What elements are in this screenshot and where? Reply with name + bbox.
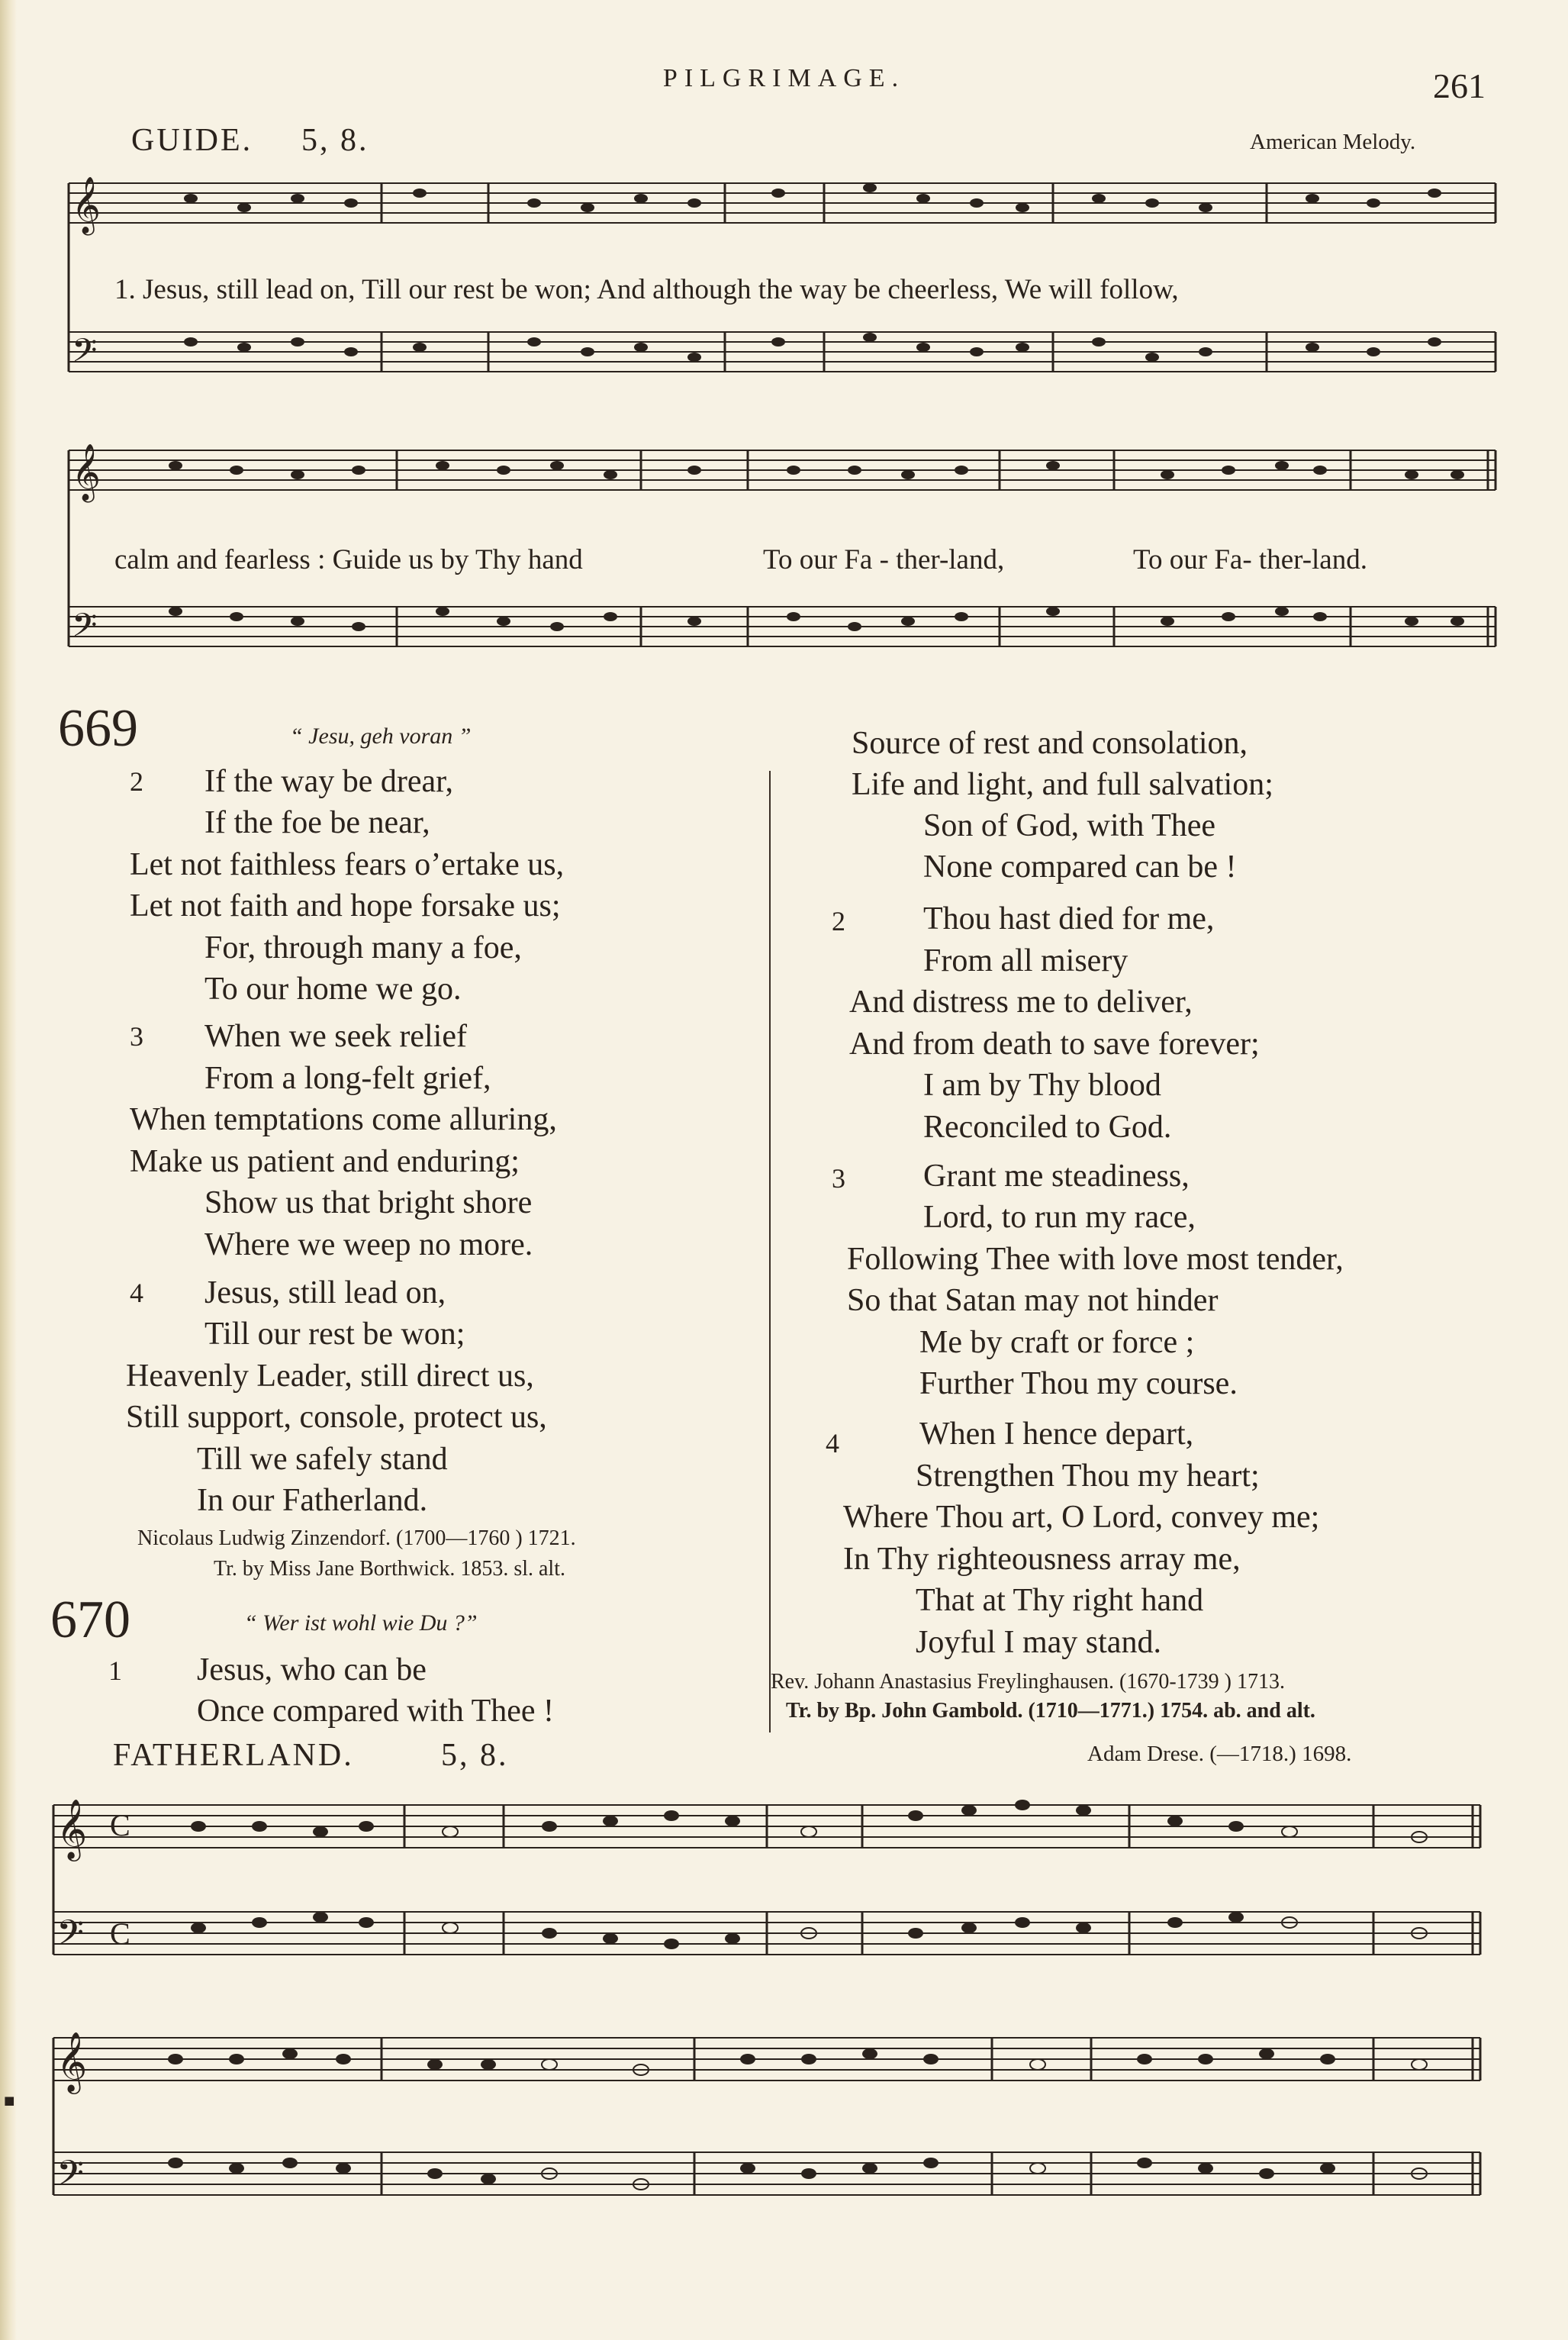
verse-line: Till our rest be won; (204, 1317, 465, 1352)
music-system-fatherland-1 (46, 1782, 1496, 2011)
treble-clef-icon: 𝄞 (56, 2032, 88, 2090)
note-heads (184, 183, 1441, 362)
bass-clef-icon: 𝄢 (56, 1914, 85, 1961)
verse-line: If the foe be near, (204, 805, 430, 840)
verse-line: None compared can be ! (923, 849, 1237, 885)
hymn-669-translator-credit: Tr. by Miss Jane Borthwick. 1853. sl. alt. (214, 1557, 565, 1581)
hymn-number-669: 669 (58, 699, 138, 758)
verse-line: Grant me steadiness, (923, 1159, 1190, 1194)
verse-line: Source of rest and consolation, (852, 726, 1248, 761)
verse-line: When we seek relief (204, 1019, 467, 1054)
verse-line: And from death to save forever; (849, 1027, 1260, 1062)
music-system-fatherland-2 (46, 2015, 1496, 2251)
verse-line: Make us patient and enduring; (130, 1144, 520, 1179)
stanza-number: 3 (130, 1021, 143, 1052)
verse-line: I am by Thy blood (923, 1068, 1161, 1103)
verse-line: Let not faith and hope forsake us; (130, 888, 561, 923)
lyric-guide-line-2c: To our Fa- ther-land. (1133, 544, 1367, 575)
bass-clef-icon: 𝄢 (72, 608, 98, 652)
verse-line: Following Thee with love most tender, (847, 1242, 1344, 1277)
verse-line: Still support, console, protect us, (126, 1400, 547, 1435)
verse-line: Lord, to run my race, (923, 1200, 1196, 1235)
verse-line: Where Thou art, O Lord, convey me; (843, 1500, 1320, 1535)
verse-line: Once compared with Thee ! (197, 1694, 555, 1729)
treble-clef-icon: 𝄞 (56, 1800, 88, 1858)
hymn-670-author-credit: Rev. Johann Anastasius Freylinghausen. (1670-1739 ) 1713. (771, 1670, 1285, 1694)
verse-line: When temptations come alluring, (130, 1102, 557, 1137)
hymn-number-670: 670 (50, 1591, 130, 1649)
stanza-number: 3 (832, 1163, 845, 1194)
verse-line: Let not faithless fears o’ertake us, (130, 847, 565, 882)
tune-meter-fatherland: 5, 8. (441, 1738, 509, 1773)
verse-line: Show us that bright shore (204, 1185, 533, 1220)
tune-composer-guide: American Melody. (1250, 130, 1416, 154)
verse-line: Heavenly Leader, still direct us, (126, 1359, 534, 1394)
verse-line: When I hence depart, (919, 1417, 1194, 1452)
stanza-number: 1 (108, 1655, 122, 1686)
treble-clef-icon: 𝄞 (72, 445, 101, 499)
tune-meter-guide: 5, 8. (301, 123, 369, 158)
verse-line: In our Fatherland. (197, 1483, 428, 1518)
bass-clef-icon: 𝄢 (72, 334, 98, 377)
verse-line: Life and light, and full salvation; (852, 767, 1273, 802)
verse-line: To our home we go. (204, 972, 462, 1007)
verse-line: From a long-felt grief, (204, 1061, 491, 1096)
page-number: 261 (1433, 66, 1486, 105)
verse-line: If the way be drear, (204, 764, 453, 799)
verse-line: In Thy righteousness array me, (843, 1542, 1241, 1577)
verse-line: Reconciled to God. (923, 1110, 1172, 1145)
verse-line: Where we weep no more. (204, 1227, 533, 1262)
verse-line: For, through many a foe, (204, 930, 522, 965)
hymn-669-author-credit: Nicolaus Ludwig Zinzendorf. (1700—1760 ) 1721. (137, 1526, 576, 1550)
tune-name-guide: GUIDE. (131, 123, 253, 158)
stanza-number: 4 (826, 1428, 839, 1458)
treble-clef-icon: 𝄞 (72, 178, 101, 232)
tune-name-fatherland: FATHERLAND. (113, 1738, 354, 1773)
verse-line: Further Thou my course. (919, 1366, 1238, 1401)
column-divider (769, 771, 771, 1732)
hymn-669-first-line-original: “ Jesu, geh voran ” (290, 724, 472, 749)
lyric-guide-line-2a: calm and fearless : Guide us by Thy hand (114, 544, 583, 575)
note-heads (191, 1800, 1427, 1949)
stanza-number: 4 (130, 1278, 143, 1308)
verse-line: Jesus, who can be (197, 1652, 427, 1687)
verse-line: So that Satan may not hinder (847, 1283, 1219, 1318)
bass-clef-icon: 𝄢 (56, 2155, 85, 2202)
common-time-icon: C (110, 1916, 130, 1951)
verse-line: Strengthen Thou my heart; (916, 1458, 1260, 1494)
verse-line: That at Thy right hand (916, 1583, 1204, 1618)
lyric-guide-line-2b: To our Fa - ther-land, (763, 544, 1005, 575)
hymn-670-first-line-original: “ Wer ist wohl wie Du ?” (244, 1610, 478, 1636)
bass-staff-lines (69, 332, 1496, 372)
verse-line: And distress me to deliver, (849, 985, 1193, 1020)
verse-line: Joyful I may stand. (916, 1625, 1161, 1660)
verse-line: Me by craft or force ; (919, 1325, 1195, 1360)
stanza-number: 2 (832, 906, 845, 936)
running-head: PILGRIMAGE. (662, 64, 906, 92)
stanza-number: 2 (130, 766, 143, 797)
tune-composer-fatherland: Adam Drese. (—1718.) 1698. (1087, 1742, 1352, 1766)
common-time-icon: C (110, 1808, 130, 1842)
treble-staff-lines (69, 183, 1496, 223)
verse-line: Son of God, with Thee (923, 808, 1216, 843)
lyric-guide-line-1: 1. Jesus, still lead on, Till our rest be won; And although the way be cheerless, We will follow, (114, 274, 1179, 305)
verse-line: From all misery (923, 943, 1129, 978)
verse-line: Jesus, still lead on, (204, 1275, 446, 1310)
hymn-670-translator-credit: Tr. by Bp. John Gambold. (1710—1771.) 1754. ab. and alt. (786, 1699, 1315, 1723)
book-spine-shadow (0, 0, 17, 2340)
verse-line: Thou hast died for me, (923, 901, 1215, 936)
verse-line: Till we safely stand (197, 1442, 448, 1477)
margin-mark: ⬝ (3, 2074, 16, 2124)
